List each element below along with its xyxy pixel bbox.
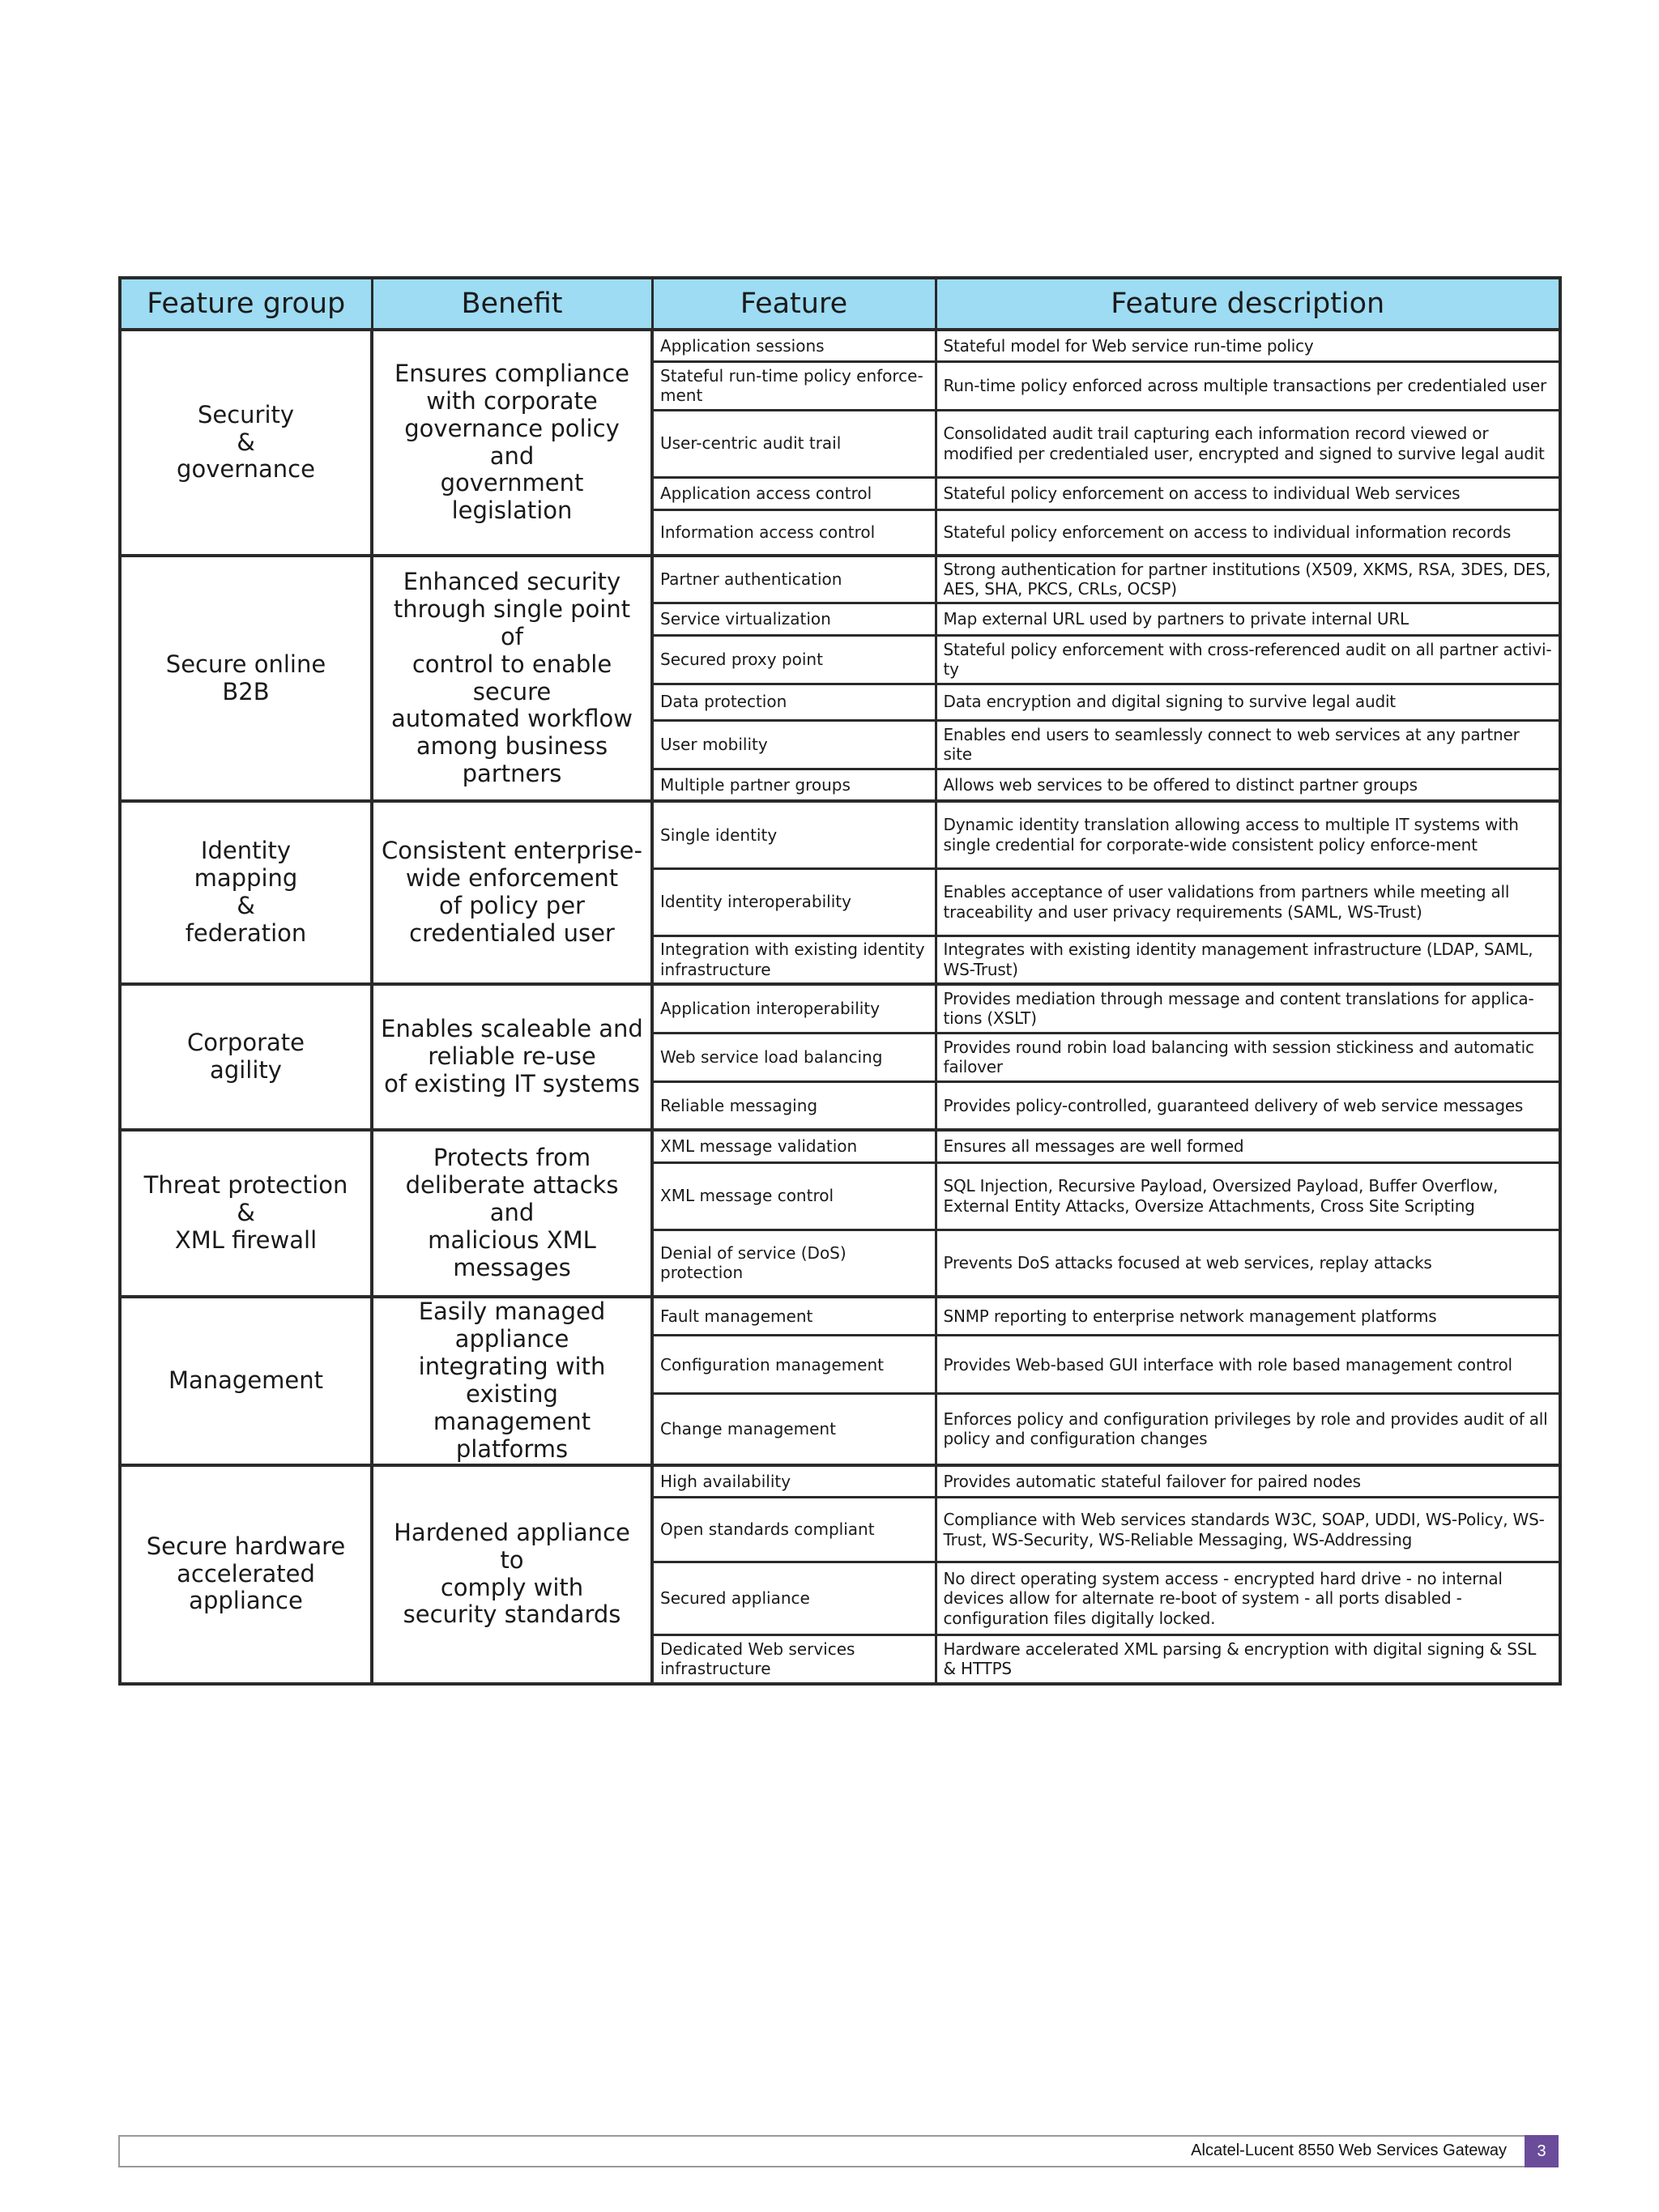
benefit-line: security standards bbox=[403, 1600, 621, 1629]
feature-cell: Multiple partner groups bbox=[652, 769, 936, 801]
table-header bbox=[120, 278, 1560, 330]
feature-cell: Application access control bbox=[652, 477, 936, 509]
feature-description-cell: Provides policy-controlled, guaranteed delivery of web service messages bbox=[936, 1081, 1560, 1130]
feature-description-cell: Compliance with Web services standards W3C, SOAP, UDDI, WS-Policy, WS-Trust, WS-Security, WS-Reliable Messaging, WS-Addressing bbox=[936, 1498, 1560, 1562]
feature-group-line: Secure online bbox=[165, 650, 326, 678]
benefit-line: Protects from bbox=[433, 1144, 591, 1172]
feature-group-name bbox=[120, 1130, 372, 1297]
feature-cell: High availability bbox=[652, 1465, 936, 1498]
feature-group-line: B2B bbox=[222, 677, 270, 705]
feature-cell: XML message control bbox=[652, 1162, 936, 1230]
feature-group-line: & bbox=[237, 892, 255, 919]
benefit-line: government legislation bbox=[440, 469, 584, 525]
benefit-line: credentialed user bbox=[409, 918, 615, 947]
feature-cell: Information access control bbox=[652, 509, 936, 556]
table-row bbox=[120, 1465, 1560, 1498]
benefit-line: Enables scaleable and bbox=[381, 1015, 643, 1043]
feature-cell: Web service load balancing bbox=[652, 1033, 936, 1081]
feature-group-name bbox=[120, 330, 372, 556]
benefit-line: Enhanced security bbox=[403, 567, 621, 595]
feature-group-section bbox=[120, 1130, 1560, 1297]
benefit-line: of policy per bbox=[439, 892, 585, 919]
feature-description-cell: Strong authentication for partner institutions (X509, XKMS, RSA, 3DES, DES, AES, SHA, PKCS, CRLs, OCSP) bbox=[936, 556, 1560, 603]
feature-description-cell: Stateful model for Web service run-time policy bbox=[936, 330, 1560, 361]
feature-cell: Identity interoperability bbox=[652, 868, 936, 936]
feature-group-line: Threat protection bbox=[143, 1171, 348, 1200]
feature-cell: User mobility bbox=[652, 720, 936, 769]
benefit-line: with corporate bbox=[426, 386, 598, 415]
feature-description-cell: Ensures all messages are well formed bbox=[936, 1130, 1560, 1162]
feature-description-cell: Provides automatic stateful failover for paired nodes bbox=[936, 1465, 1560, 1498]
benefit-line: malicious XML messages bbox=[428, 1225, 596, 1281]
feature-cell: Stateful run-time policy enforce-ment bbox=[652, 361, 936, 410]
benefit-line: reliable re-use bbox=[428, 1042, 596, 1071]
feature-group-line: Identity bbox=[200, 837, 292, 865]
feature-group-line: Security bbox=[197, 400, 295, 428]
feature-description-cell: Data encryption and digital signing to survive legal audit bbox=[936, 684, 1560, 720]
header-feature-description: Feature description bbox=[936, 278, 1560, 330]
benefit-line: integrating with existing bbox=[418, 1352, 606, 1408]
feature-cell: User-centric audit trail bbox=[652, 410, 936, 477]
benefit-line: among business partners bbox=[416, 732, 608, 788]
feature-description-cell: Hardware accelerated XML parsing & encryption with digital signing & SSL & HTTPS bbox=[936, 1635, 1560, 1684]
feature-group-section bbox=[120, 984, 1560, 1130]
feature-description-cell: Integrates with existing identity management infrastructure (LDAP, SAML, WS-Trust) bbox=[936, 936, 1560, 984]
feature-description-cell: Enables end users to seamlessly connect to web services at any partner site bbox=[936, 720, 1560, 769]
feature-cell: Reliable messaging bbox=[652, 1081, 936, 1130]
header-feature: Feature bbox=[652, 278, 936, 330]
feature-cell: Denial of service (DoS) protection bbox=[652, 1230, 936, 1297]
feature-group-name bbox=[120, 801, 372, 984]
benefit-cell bbox=[372, 1130, 652, 1297]
feature-group-name bbox=[120, 984, 372, 1130]
table-row bbox=[120, 1297, 1560, 1336]
feature-cell: Configuration management bbox=[652, 1336, 936, 1394]
feature-cell: Single identity bbox=[652, 801, 936, 868]
feature-description-cell: SNMP reporting to enterprise network management platforms bbox=[936, 1297, 1560, 1336]
feature-description-cell: Dynamic identity translation allowing access to multiple IT systems with single credential for corporate-wide consistent policy enforce-ment bbox=[936, 801, 1560, 868]
feature-description-cell: Stateful policy enforcement with cross-referenced audit on all partner activi-ty bbox=[936, 635, 1560, 684]
feature-description-cell: Provides mediation through message and content translations for applica-tions (XSLT) bbox=[936, 984, 1560, 1033]
feature-group-line: federation bbox=[185, 918, 307, 947]
feature-cell: Dedicated Web services infrastructure bbox=[652, 1635, 936, 1684]
feature-description-cell: Allows web services to be offered to distinct partner groups bbox=[936, 769, 1560, 801]
feature-description-cell: Enforces policy and configuration privileges by role and provides audit of all policy and configuration changes bbox=[936, 1394, 1560, 1465]
feature-group-line: Corporate bbox=[187, 1029, 305, 1057]
feature-description-cell: Prevents DoS attacks focused at web services, replay attacks bbox=[936, 1230, 1560, 1297]
benefit-line: deliberate attacks and bbox=[405, 1171, 619, 1227]
benefit-line: governance policy and bbox=[404, 414, 620, 470]
feature-group-section bbox=[120, 801, 1560, 984]
feature-group-section bbox=[120, 330, 1560, 556]
table-row bbox=[120, 330, 1560, 361]
feature-group-line: & bbox=[237, 1199, 255, 1227]
page-footer bbox=[118, 2135, 1559, 2167]
feature-description-cell: Stateful policy enforcement on access to individual information records bbox=[936, 509, 1560, 556]
benefit-line: of existing IT systems bbox=[384, 1069, 640, 1097]
feature-description-cell: Provides round robin load balancing with session stickiness and automatic failover bbox=[936, 1033, 1560, 1081]
table-row bbox=[120, 801, 1560, 868]
feature-group-section bbox=[120, 556, 1560, 801]
feature-group-line: governance bbox=[177, 455, 315, 484]
feature-group-line: Management bbox=[168, 1366, 324, 1394]
feature-group-line: appliance bbox=[189, 1587, 303, 1615]
feature-group-line: mapping bbox=[194, 864, 298, 893]
benefit-cell bbox=[372, 556, 652, 801]
feature-group-line: & bbox=[237, 428, 255, 456]
feature-cell: Application sessions bbox=[652, 330, 936, 361]
benefit-line: wide enforcement bbox=[405, 864, 619, 893]
benefit-cell bbox=[372, 801, 652, 984]
feature-cell: Secured proxy point bbox=[652, 635, 936, 684]
feature-description-cell: Map external URL used by partners to private internal URL bbox=[936, 603, 1560, 635]
page-number-badge: 3 bbox=[1525, 2135, 1559, 2167]
benefit-cell bbox=[372, 984, 652, 1130]
feature-cell: Fault management bbox=[652, 1297, 936, 1336]
footer-product-name: Alcatel-Lucent 8550 Web Services Gateway bbox=[1191, 2142, 1507, 2159]
feature-table bbox=[118, 276, 1562, 1686]
feature-group-name bbox=[120, 1297, 372, 1465]
feature-description-cell: SQL Injection, Recursive Payload, Oversized Payload, Buffer Overflow, External Entity Attacks, Oversize Attachments, Cross Site Scripting bbox=[936, 1162, 1560, 1230]
feature-description-cell: Run-time policy enforced across multiple transactions per credentialed user bbox=[936, 361, 1560, 410]
benefit-line: Easily managed appliance bbox=[418, 1298, 606, 1353]
feature-group-section bbox=[120, 1465, 1560, 1684]
feature-cell: Change management bbox=[652, 1394, 936, 1465]
benefit-cell bbox=[372, 1297, 652, 1465]
benefit-line: Consistent enterprise- bbox=[382, 837, 642, 865]
benefit-cell bbox=[372, 330, 652, 556]
feature-group-line: Secure hardware bbox=[146, 1532, 346, 1560]
benefit-cell bbox=[372, 1465, 652, 1684]
benefit-line: Ensures compliance bbox=[394, 359, 630, 387]
feature-description-cell: Enables acceptance of user validations from partners while meeting all traceability and user privacy requirements (SAML, WS-Trust) bbox=[936, 868, 1560, 936]
table-row bbox=[120, 1130, 1560, 1162]
feature-group-name bbox=[120, 556, 372, 801]
feature-cell: XML message validation bbox=[652, 1130, 936, 1162]
benefit-line: through single point of bbox=[393, 595, 631, 650]
feature-cell: Data protection bbox=[652, 684, 936, 720]
benefit-line: automated workflow bbox=[390, 705, 633, 733]
header-benefit: Benefit bbox=[372, 278, 652, 330]
feature-cell: Open standards compliant bbox=[652, 1498, 936, 1562]
benefit-line: Hardened appliance to bbox=[394, 1518, 630, 1574]
feature-cell: Integration with existing identity infrastructure bbox=[652, 936, 936, 984]
feature-group-line: XML firewall bbox=[174, 1225, 318, 1254]
feature-cell: Application interoperability bbox=[652, 984, 936, 1033]
feature-description-cell: Provides Web-based GUI interface with role based management control bbox=[936, 1336, 1560, 1394]
table-row bbox=[120, 556, 1560, 603]
feature-cell: Service virtualization bbox=[652, 603, 936, 635]
feature-description-cell: Stateful policy enforcement on access to individual Web services bbox=[936, 477, 1560, 509]
header-feature-group: Feature group bbox=[120, 278, 372, 330]
feature-group-line: agility bbox=[210, 1056, 282, 1084]
table-row bbox=[120, 984, 1560, 1033]
benefit-line: comply with bbox=[440, 1573, 584, 1601]
benefit-line: management bbox=[433, 1407, 591, 1435]
feature-group-section bbox=[120, 1297, 1560, 1465]
benefit-line: control to enable secure bbox=[412, 650, 612, 705]
feature-cell: Secured appliance bbox=[652, 1562, 936, 1635]
feature-description-cell: No direct operating system access - encrypted hard drive - no internal devices allow for alternate re-boot of system - all ports disabled - configuration files digitally locked. bbox=[936, 1562, 1560, 1635]
benefit-line: platforms bbox=[455, 1434, 569, 1463]
feature-cell: Partner authentication bbox=[652, 556, 936, 603]
feature-group-name bbox=[120, 1465, 372, 1684]
feature-group-line: accelerated bbox=[177, 1559, 315, 1588]
feature-description-cell: Consolidated audit trail capturing each information record viewed or modified per credentialed user, encrypted and signed to survive legal audit bbox=[936, 410, 1560, 477]
